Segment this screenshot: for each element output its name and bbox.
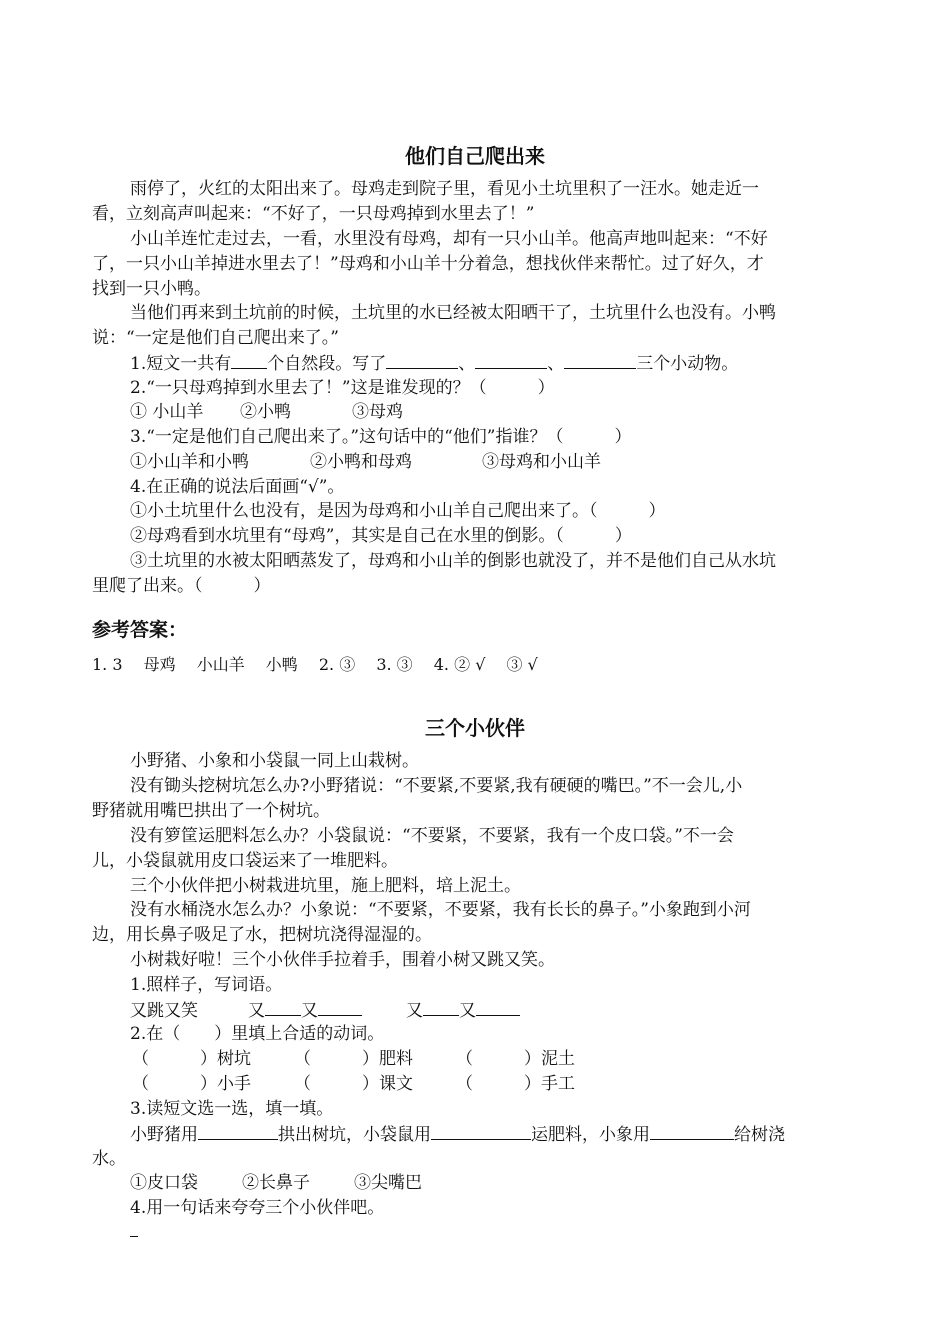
story2-question2: 2.在（ ）里填上合适的动词。	[130, 1024, 385, 1044]
q1-text-b: 个自然段。写了	[267, 354, 387, 374]
q2-fill-hands[interactable]: （ ）小手	[132, 1074, 251, 1094]
q1-count-blank[interactable]	[231, 352, 267, 369]
q1-word-blank-4[interactable]	[476, 999, 520, 1016]
q1-you-4: 又	[459, 1001, 476, 1021]
q3-blank-elephant[interactable]	[650, 1123, 734, 1140]
q1-separator: 、	[458, 354, 476, 374]
story1-question4-statement2: ②母鸡看到水坑里有“母鸡”，其实是自己在水里的倒影。（ ）	[130, 526, 632, 546]
q1-text-a: 1.短文一共有	[130, 354, 232, 374]
story1-paragraph1-line2: 看，立刻高声叫起来：“不好了，一只母鸡掉到水里去了！”	[92, 204, 535, 224]
story2-line7: 没有水桶浇水怎么办？小象说：“不要紧，不要紧，我有长长的鼻子。”小象跑到小河	[130, 900, 751, 920]
q2-fill-text[interactable]: （ ）课文	[294, 1074, 413, 1094]
q2-fill-soil[interactable]: （ ）泥土	[456, 1049, 575, 1069]
story1-question4-statement1: ①小土坑里什么也没有，是因为母鸡和小山羊自己爬出来了。（ ）	[130, 501, 666, 521]
story2-question3-wrap: 水。	[92, 1149, 126, 1169]
q1-example: 又跳又笑	[130, 1001, 198, 1021]
q3-text-c: 运肥料，小象用	[531, 1125, 650, 1145]
q3-text-d: 给树浇	[734, 1125, 785, 1145]
story1-paragraph3-line2: 说：“一定是他们自己爬出来了。”	[92, 328, 339, 348]
story1-question2: 2.“一只母鸡掉到水里去了！”这是谁发现的？（ ）	[130, 378, 555, 398]
story1-paragraph3-line1: 当他们再来到土坑前的时候，土坑里的水已经被太阳晒干了，土坑里什么也没有。小鸭	[130, 303, 776, 323]
story1-question3-options	[130, 451, 601, 473]
q1-you-3: 又	[406, 1001, 423, 1021]
story2-question4: 4.用一句话来夸夸三个小伙伴吧。	[130, 1198, 385, 1218]
q1-separator: 、	[547, 354, 565, 374]
q1-animal-blank-2[interactable]	[475, 352, 547, 369]
story2-line1: 小野猪、小象和小袋鼠一同上山栽树。	[130, 751, 419, 771]
story2-line9: 小树栽好啦！三个小伙伴手拉着手，围着小树又跳又笑。	[130, 950, 555, 970]
q3-blank-boar[interactable]	[198, 1123, 278, 1140]
q1-word-blank-2[interactable]	[318, 999, 362, 1016]
story1-question4-statement3-line1: ③土坑里的水被太阳晒蒸发了，母鸡和小山羊的倒影也就没了，并不是他们自己从水坑	[130, 551, 776, 571]
story2-question3-sentence	[130, 1123, 785, 1146]
story2-line2: 没有锄头挖树坑怎么办?小野猪说：“不要紧,不要紧,我有硬硬的嘴巴。”不一会儿,小	[130, 776, 743, 796]
story2-question3: 3.读短文选一选，填一填。	[130, 1099, 334, 1119]
story2-line6: 三个小伙伴把小树栽进坑里，施上肥料，培上泥土。	[130, 876, 521, 896]
story2-question2-row1	[132, 1048, 575, 1070]
story2-question2-row2	[132, 1073, 575, 1095]
story1-paragraph2-line3: 找到一只小鸭。	[92, 279, 211, 299]
story2-line4: 没有箩筐运肥料怎么办？小袋鼠说：“不要紧，不要紧，我有一个皮口袋。”不一会	[130, 826, 734, 846]
q3-option-3[interactable]: ③尖嘴巴	[354, 1173, 422, 1193]
story1-question4: 4.在正确的说法后面画“√”。	[130, 477, 345, 497]
q3-option-3[interactable]: ③母鸡和小山羊	[482, 452, 601, 472]
story2-line8: 边，用长鼻子吸足了水，把树坑浇得湿湿的。	[92, 925, 432, 945]
story1-question2-options	[130, 401, 403, 423]
q2-option-3[interactable]: ③母鸡	[352, 402, 403, 422]
story1-question4-statement3-line2: 里爬了出来。（ ）	[92, 576, 271, 596]
answers-heading: 参考答案：	[92, 619, 188, 641]
q1-word-blank-1[interactable]	[265, 999, 301, 1016]
q1-animal-blank-3[interactable]	[564, 352, 636, 369]
story2-question1-row	[130, 999, 520, 1022]
q1-you-1: 又	[248, 1001, 265, 1021]
answer-line-start[interactable]	[130, 1236, 138, 1237]
q3-option-2[interactable]: ②小鸭和母鸡	[310, 452, 412, 472]
story2-question1: 1.照样子，写词语。	[130, 975, 283, 995]
q3-text-b: 拱出树坑，小袋鼠用	[278, 1125, 431, 1145]
q1-text-c: 三个小动物。	[636, 354, 739, 374]
answers-line: 1. 3 母鸡 小山羊 小鸭 2. ③ 3. ③ 4. ② √ ③ √	[92, 655, 538, 674]
story1-paragraph1-line1: 雨停了，火红的太阳出来了。母鸡走到院子里，看见小土坑里积了一汪水。她走近一	[130, 179, 759, 199]
q3-text-a: 小野猪用	[130, 1125, 198, 1145]
q2-option-2[interactable]: ②小鸭	[240, 402, 291, 422]
q1-word-blank-3[interactable]	[423, 999, 459, 1016]
story1-question1	[130, 352, 738, 375]
q2-fill-craft[interactable]: （ ）手工	[456, 1074, 575, 1094]
q2-option-1[interactable]: ① 小山羊	[130, 402, 204, 422]
q3-blank-kangaroo[interactable]	[431, 1123, 531, 1140]
story2-line3: 野猪就用嘴巴拱出了一个树坑。	[92, 801, 330, 821]
story1-title: 他们自己爬出来	[405, 144, 545, 168]
q3-option-1[interactable]: ①小山羊和小鸭	[130, 452, 249, 472]
story2-question3-options	[130, 1172, 422, 1194]
story1-paragraph2-line1: 小山羊连忙走过去，一看，水里没有母鸡，却有一只小山羊。他高声地叫起来：“不好	[130, 229, 768, 249]
story1-paragraph2-line2: 了，一只小山羊掉进水里去了！”母鸡和小山羊十分着急，想找伙伴来帮忙。过了好久，才	[92, 254, 764, 274]
q3-option-1[interactable]: ①皮口袋	[130, 1173, 198, 1193]
q2-fill-fertilizer[interactable]: （ ）肥料	[294, 1049, 413, 1069]
q1-you-2: 又	[301, 1001, 318, 1021]
q2-fill-tree-pit[interactable]: （ ）树坑	[132, 1049, 251, 1069]
q3-option-2[interactable]: ②长鼻子	[242, 1173, 310, 1193]
q1-animal-blank-1[interactable]	[386, 352, 458, 369]
story1-question3: 3.“一定是他们自己爬出来了。”这句话中的“他们”指谁？（ ）	[130, 427, 632, 447]
story2-line5: 儿，小袋鼠就用皮口袋运来了一堆肥料。	[92, 851, 398, 871]
story2-title: 三个小伙伴	[425, 716, 525, 740]
